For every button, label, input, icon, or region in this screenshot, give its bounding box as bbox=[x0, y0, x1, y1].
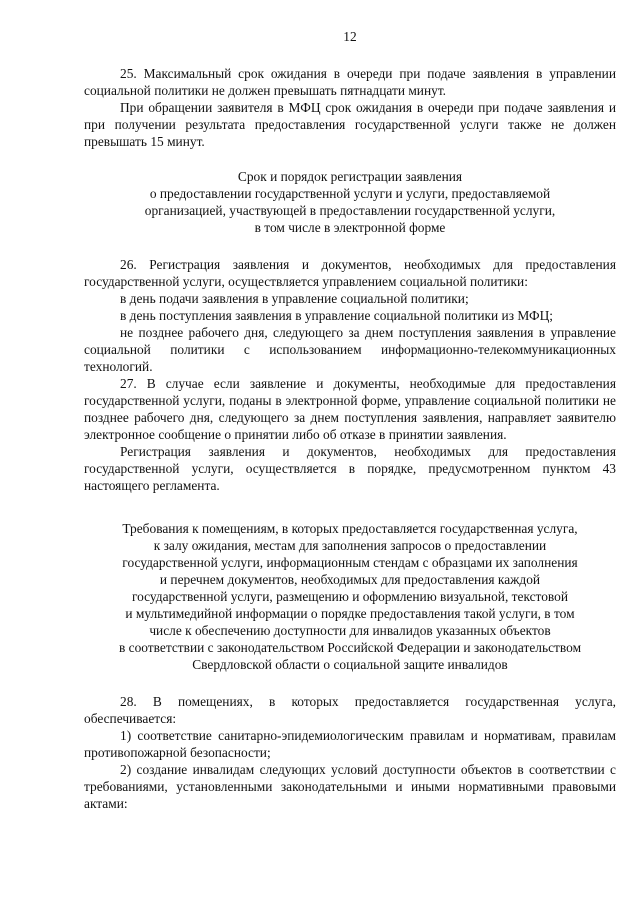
heading-line: Требования к помещениям, в которых предоставляется государственная услуга, bbox=[122, 521, 578, 536]
paragraph-28-item-2: 2) создание инвалидам следующих условий доступности объектов в соответствии с требованиями, установленными законодательными и иными нормативными правовыми актами: bbox=[84, 762, 616, 811]
heading-line: и перечнем документов, необходимых для предоставления каждой bbox=[159, 572, 541, 587]
paragraph-26-item: в день подачи заявления в управление социальной политики; bbox=[120, 291, 469, 306]
paragraph-25: 25. Максимальный срок ожидания в очереди при подаче заявления в управлении социальной политики не должен превышать пятнадцати минут. bbox=[84, 66, 616, 98]
section-heading-registration bbox=[84, 168, 616, 236]
paragraph-28: 28. В помещениях, в которых предоставляется государственная услуга, обеспечивается: bbox=[84, 694, 616, 726]
paragraph-26-item: не позднее рабочего дня, следующего за днем поступления заявления в управление социальной политики с использованием информационно-телекоммуникационных технологий. bbox=[84, 325, 616, 374]
paragraph-26-item: в день поступления заявления в управление социальной политики из МФЦ; bbox=[120, 308, 554, 323]
section-heading-premises bbox=[84, 520, 616, 673]
page-number: 12 bbox=[343, 29, 357, 44]
heading-line: в том числе в электронной форме bbox=[254, 220, 446, 235]
heading-line: о предоставлении государственной услуги и услуги, предоставляемой bbox=[149, 186, 551, 201]
heading-line: числе к обеспечению доступности для инвалидов указанных объектов bbox=[149, 623, 551, 638]
paragraph-mfc-wait: При обращении заявителя в МФЦ срок ожидания в очереди при подаче заявления и при получении результата предоставления государственной услуги также не должен превышать 15 минут. bbox=[84, 100, 616, 149]
paragraph-registration-order: Регистрация заявления и документов, необходимых для предоставления государственной услуги, осуществляется в порядке, предусмотренном пунктом 43 настоящего регламента. bbox=[84, 444, 616, 493]
paragraph-27: 27. В случае если заявление и документы, необходимые для предоставления государственной услуги, поданы в электронной форме, управление социальной политики не позднее рабочего дня, следующего за днем поступления заявления, направляет заявителю электронное сообщение о принятии либо об отказе в принятии заявления. bbox=[84, 376, 616, 442]
heading-line: организацией, участвующей в предоставлении государственной услуги, bbox=[144, 203, 556, 218]
heading-line: государственной услуги, информационным стендам с образцами их заполнения bbox=[122, 555, 578, 570]
heading-line: и мультимедийной информации о порядке предоставления такой услуги, в том bbox=[125, 606, 575, 621]
heading-line: Срок и порядок регистрации заявления bbox=[237, 169, 463, 184]
heading-line: в соответствии с законодательством Российской Федерации и законодательством bbox=[118, 640, 582, 655]
paragraph-28-item-1: 1) соответствие санитарно-эпидемиологическим правилам и нормативам, правилам противопожарной безопасности; bbox=[84, 728, 616, 760]
paragraph-26: 26. Регистрация заявления и документов, необходимых для предоставления государственной услуги, осуществляется управлением социальной политики: bbox=[84, 257, 616, 289]
heading-line: государственной услуги, размещению и оформлению визуальной, текстовой bbox=[131, 589, 569, 604]
heading-line: Свердловской области о социальной защите инвалидов bbox=[192, 657, 508, 672]
heading-line: к залу ожидания, местам для заполнения запросов о предоставлении bbox=[153, 538, 547, 553]
